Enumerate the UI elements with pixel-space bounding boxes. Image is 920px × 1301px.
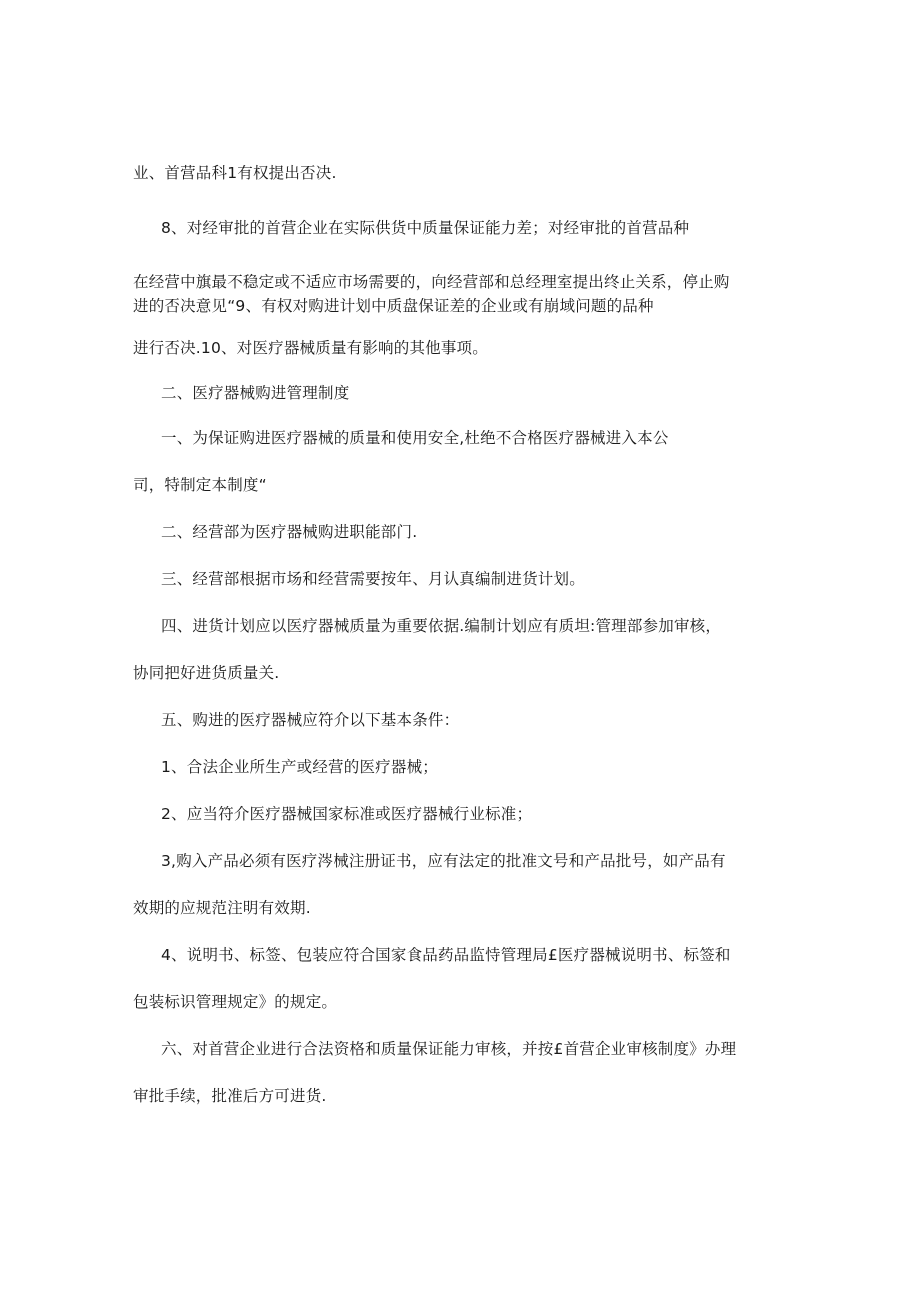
text-line-19: 包装标识管理规定》的规定。	[133, 993, 338, 1011]
text-line-9: 二、经营部为医疗器械购进职能部门.	[161, 523, 418, 541]
text-line-5: 进行否决.10、对医疗器械质量有影响的其他事项。	[133, 339, 488, 357]
text-line-1: 业、首营品科1有权提出否决.	[133, 164, 337, 182]
text-line-14: 1、合法企业所生产或经营的医疗器械；	[161, 758, 438, 776]
text-line-17: 效期的应规范注明有效期.	[133, 899, 311, 917]
text-line-10: 三、经营部根据市场和经营需要按年、月认真编制进货计划。	[161, 570, 585, 588]
text-line-18: 4、说明书、标签、包装应符合国家食品药品监恃管理局£医疗器械说明书、标签和	[161, 946, 731, 964]
text-line-4: 进的否决意见“9、有权对购进计划中质盘保证差的企业或有崩域问题的品种	[133, 297, 654, 315]
text-line-8: 司，特制定本制度“	[133, 476, 267, 494]
text-line-20: 六、对首营企业进行合法资格和质量保证能力审核，并按£首营企业审核制度》办理	[161, 1040, 737, 1058]
text-line-11: 四、进货计划应以医疗器械质量为重要依据.编制计划应有质坦:管理部参加审核，	[161, 617, 722, 635]
text-line-7: 一、为保证购进医疗器械的质量和使用安全,杜绝不合格医疗器械进入本公	[161, 429, 669, 447]
text-line-13: 五、购进的医疗器械应符介以下基本条件：	[161, 711, 460, 729]
text-line-3: 在经营中旗最不稳定或不适应市场需要的，向经营部和总经理室提出终止关系，停止购	[133, 273, 730, 291]
text-line-16: 3,购入产品必须有医疗涔械注册证书，应有法定的批准文号和产品批号，如产品有	[161, 852, 726, 870]
text-line-15: 2、应当符介医疗器械国家标准或医疗器械行业标准；	[161, 805, 533, 823]
text-line-2: 8、对经审批的首营企业在实际供货中质量保证能力差；对经审批的首营品种	[161, 219, 690, 237]
section-heading: 二、医疗器械购进管理制度	[161, 384, 350, 402]
text-line-12: 协同把好进货质量关.	[133, 664, 280, 682]
text-line-21: 审批手续，批准后方可进货.	[133, 1087, 327, 1105]
